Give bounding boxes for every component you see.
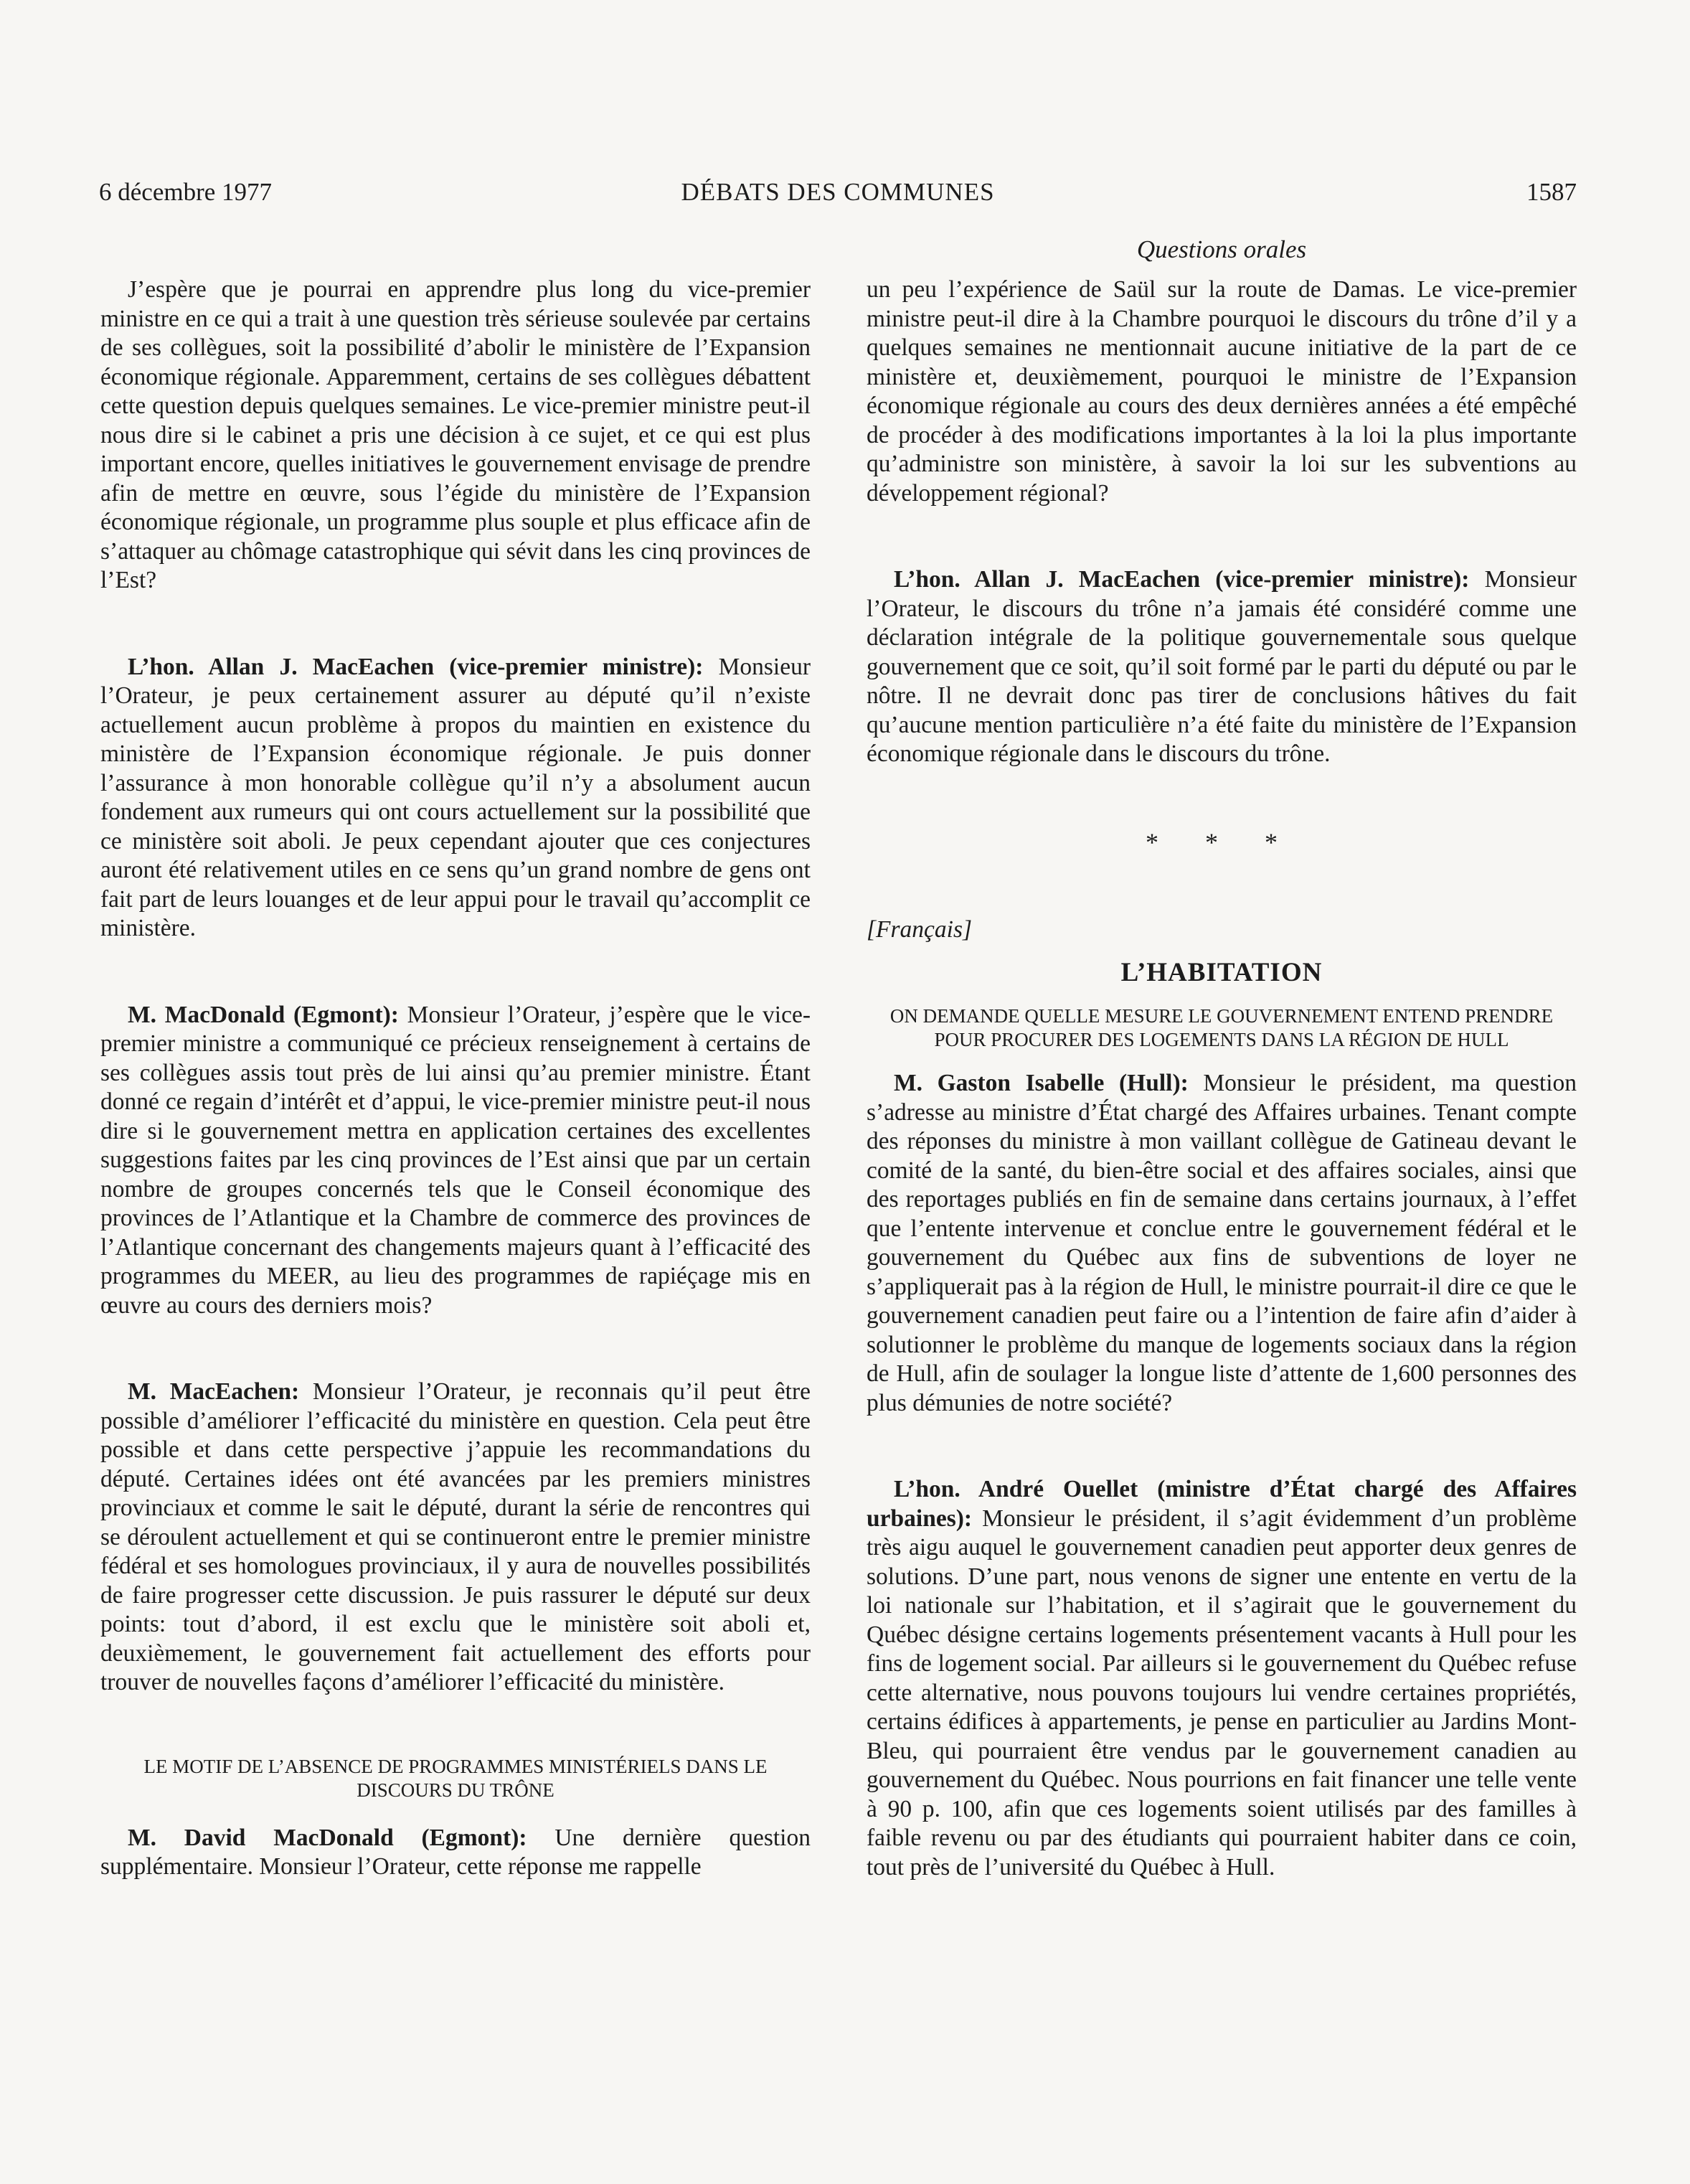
header-date: 6 décembre 1977 xyxy=(99,178,273,206)
header-title: DÉBATS DES COMMUNES xyxy=(681,178,995,206)
paragraph xyxy=(867,565,1577,769)
subheading: LE MOTIF DE L’ABSENCE DE PROGRAMMES MINISTÉRIELS DANS LE DISCOURS DU TRÔNE xyxy=(143,1755,768,1801)
speech-text: Monsieur le président, ma question s’adresse au ministre d’État chargé des Affaires urbaines. Tenant compte des réponses du ministre à mon vaillant collègue de Gatineau devant le comité de la santé, du bien-être social et des affaires sociales, ainsi que des reportages publiés en fin de semaine dans certains journaux, à l’effet que l’entente intervenue et conclue entre le gouvernement fédéral et le gouvernement du Québec aux fins de subventions de loyer ne s’appliquerait pas à la région de Hull, le ministre pourrait-il dire ce que le gouvernement canadien peut faire ou a l’intention de faire afin d’aider à solutionner le problème du manque de logements sociaux dans la région de Hull, afin de soulager la longue liste d’attente de 1,600 personnes des plus démunies de notre société? xyxy=(867,1070,1577,1416)
header-page-number: 1587 xyxy=(1526,178,1577,206)
section-separator: * * * xyxy=(1146,827,1298,857)
paragraph: un peu l’expérience de Saül sur la route de Damas. Le vice-premier ministre peut-il dire à la Chambre pourquoi le discours du trône d’il y a quelques semaines ne mentionnait aucune initiative de la part de ce ministère et, deuxièmement, pourquoi le ministre de l’Expansion économique régionale au cours des deux dernières années a été empêché de procéder à des modifications importantes à la loi la plus importante qu’administre son ministère, à savoir la loi sur les subventions au développement régional? xyxy=(867,276,1577,507)
speech-text: Monsieur l’Orateur, j’espère que le vice-premier ministre a communiqué ce précieux renseignement à certains de ses collègues assis tout près de lui ainsi qu’au premier ministre. Étant donné ce regain d’intérêt et d’appui, le vice-premier ministre peut-il nous dire si le gouvernement mettra en application certaines des excellentes suggestions faites par les cinq provinces de l’Est ainsi que par un certain nombre de groupes concernés tels que le Conseil économique des provinces de l’Atlantique et la Chambre de commerce des provinces de l’Atlantique concernant des changements majeurs quant à l’efficacité des programmes du MEER, au lieu des programmes de rapiéçage mis en œuvre au cours des derniers mois? xyxy=(100,1001,811,1319)
speaker-name: L’hon. Allan J. MacEachen (vice-premier ministre): xyxy=(894,566,1470,593)
speech-text: Monsieur l’Orateur, je reconnais qu’il peut être possible d’améliorer l’efficacité du ministère en question. Cela peut être possible et dans cette perspective j’appuie les recommandations du député. Certaines idées ont été avancées par les premiers ministres provinciaux et comme le sait le député, durant la série de rencontres qui se déroulent actuellement et qui se continueront entre le premier ministre fédéral et ses homologues provinciaux, il y aura de nouvelles possibilités de faire progresser cette discussion. Je puis rassurer le député sur deux points: tout d’abord, il est exclu que le ministère soit aboli et, deuxièmement, le gouvernement fait actuellement des efforts pour trouver de nouvelles façons d’améliorer l’efficacité du ministère. xyxy=(100,1378,811,1695)
running-section-title: Questions orales xyxy=(1136,235,1307,263)
speech-text: Monsieur l’Orateur, le discours du trône n’a jamais été considéré comme une déclaration intégrale de la politique gouvernementale sous quelque gouvernement que ce soit, qu’il soit formé par le parti du député ou par le nôtre. Il ne devrait donc pas tirer de conclusions hâtives du fait qu’aucune mention particulière n’a été faite du ministère de l’Expansion économique régionale dans le discours du trône. xyxy=(867,566,1577,767)
right-column xyxy=(867,276,1577,1882)
paragraph xyxy=(100,1824,811,1882)
speech-text: Monsieur l’Orateur, je peux certainement assurer au député qu’il n’existe actuellement aucun problème à propos du maintien en existence du ministère de l’Expansion économique régionale. Je puis donner l’assurance à mon honorable collègue qu’il n’y a absolument aucun fondement aux rumeurs qui ont cours actuellement sur la possibilité que ce ministère soit aboli. Je peux cependant ajouter que ces conjectures auront été relativement utiles en ce sens qu’un grand nombre de gens ont fait part de leurs louanges et de leur appui pour le travail qu’accomplit ce ministère. xyxy=(100,653,811,941)
speaker-name: M. David MacDonald (Egmont): xyxy=(128,1824,527,1851)
left-column xyxy=(100,276,811,1882)
section-heading: L’HABITATION xyxy=(1120,958,1323,987)
paragraph xyxy=(100,653,811,943)
paragraph xyxy=(867,1069,1577,1418)
paragraph xyxy=(100,1001,811,1321)
speech-text: Une dernière question supplémentaire. Monsieur l’Orateur, cette réponse me rappelle xyxy=(100,1824,811,1880)
speaker-name: M. MacEachen: xyxy=(128,1378,300,1405)
speaker-name: L’hon. Allan J. MacEachen (vice-premier ministre): xyxy=(128,653,704,680)
speaker-name: L’hon. André Ouellet (ministre d’État chargé des Affaires urbaines): xyxy=(867,1476,1577,1532)
paragraph: J’espère que je pourrai en apprendre plus long du vice-premier ministre en ce qui a trait à une question très sérieuse soulevée par certains de ses collègues, soit la possibilité d’abolir le ministère de l’Expansion économique régionale. Apparemment, certains de ses collègues débattent cette question depuis quelques semaines. Le vice-premier ministre peut-il nous dire si le cabinet a pris une décision à ce sujet, et ce qui est plus important encore, quelles initiatives le gouvernement envisage de prendre afin de mettre en œuvre, sous l’égide du ministère de l’Expansion économique régionale, un programme plus souple et plus efficace afin de s’attaquer au chômage catastrophique qui sévit dans les cinq provinces de l’Est? xyxy=(100,276,811,593)
paragraph xyxy=(100,1378,811,1698)
subheading: ON DEMANDE QUELLE MESURE LE GOUVERNEMENT ENTEND PRENDRE POUR PROCURER DES LOGEMENTS DANS LA RÉGION DE HULL xyxy=(889,1005,1554,1050)
speech-text: Monsieur le président, il s’agit évidemment d’un problème très aigu auquel le gouvernement canadien peut apporter deux genres de solutions. D’une part, nous venons de signer une entente en vertu de la loi nationale sur l’habitation, et il s’agirait que le gouvernement du Québec désigne certains logements présentement vacants à Hull pour les fins de logement social. Par ailleurs si le gouvernement du Québec refuse cette alternative, nous pouvons toujours lui vendre certaines propriétés, certains édifices à appartements, je pense en particulier au Jardins Mont-Bleu, qui pourraient être vendus par le gouvernement canadien au gouvernement du Québec. Nous pourrions en fait financer une telle vente à 90 p. 100, afin que ces logements soient utilisés par des familles à faible revenu ou par des étudiants qui pourraient habiter dans ce coin, tout près de l’université du Québec à Hull. xyxy=(867,1505,1577,1881)
language-marker: [Français] xyxy=(867,916,973,943)
speaker-name: M. MacDonald (Egmont): xyxy=(128,1001,399,1028)
paragraph xyxy=(867,1475,1577,1882)
speaker-name: M. Gaston Isabelle (Hull): xyxy=(894,1070,1189,1096)
